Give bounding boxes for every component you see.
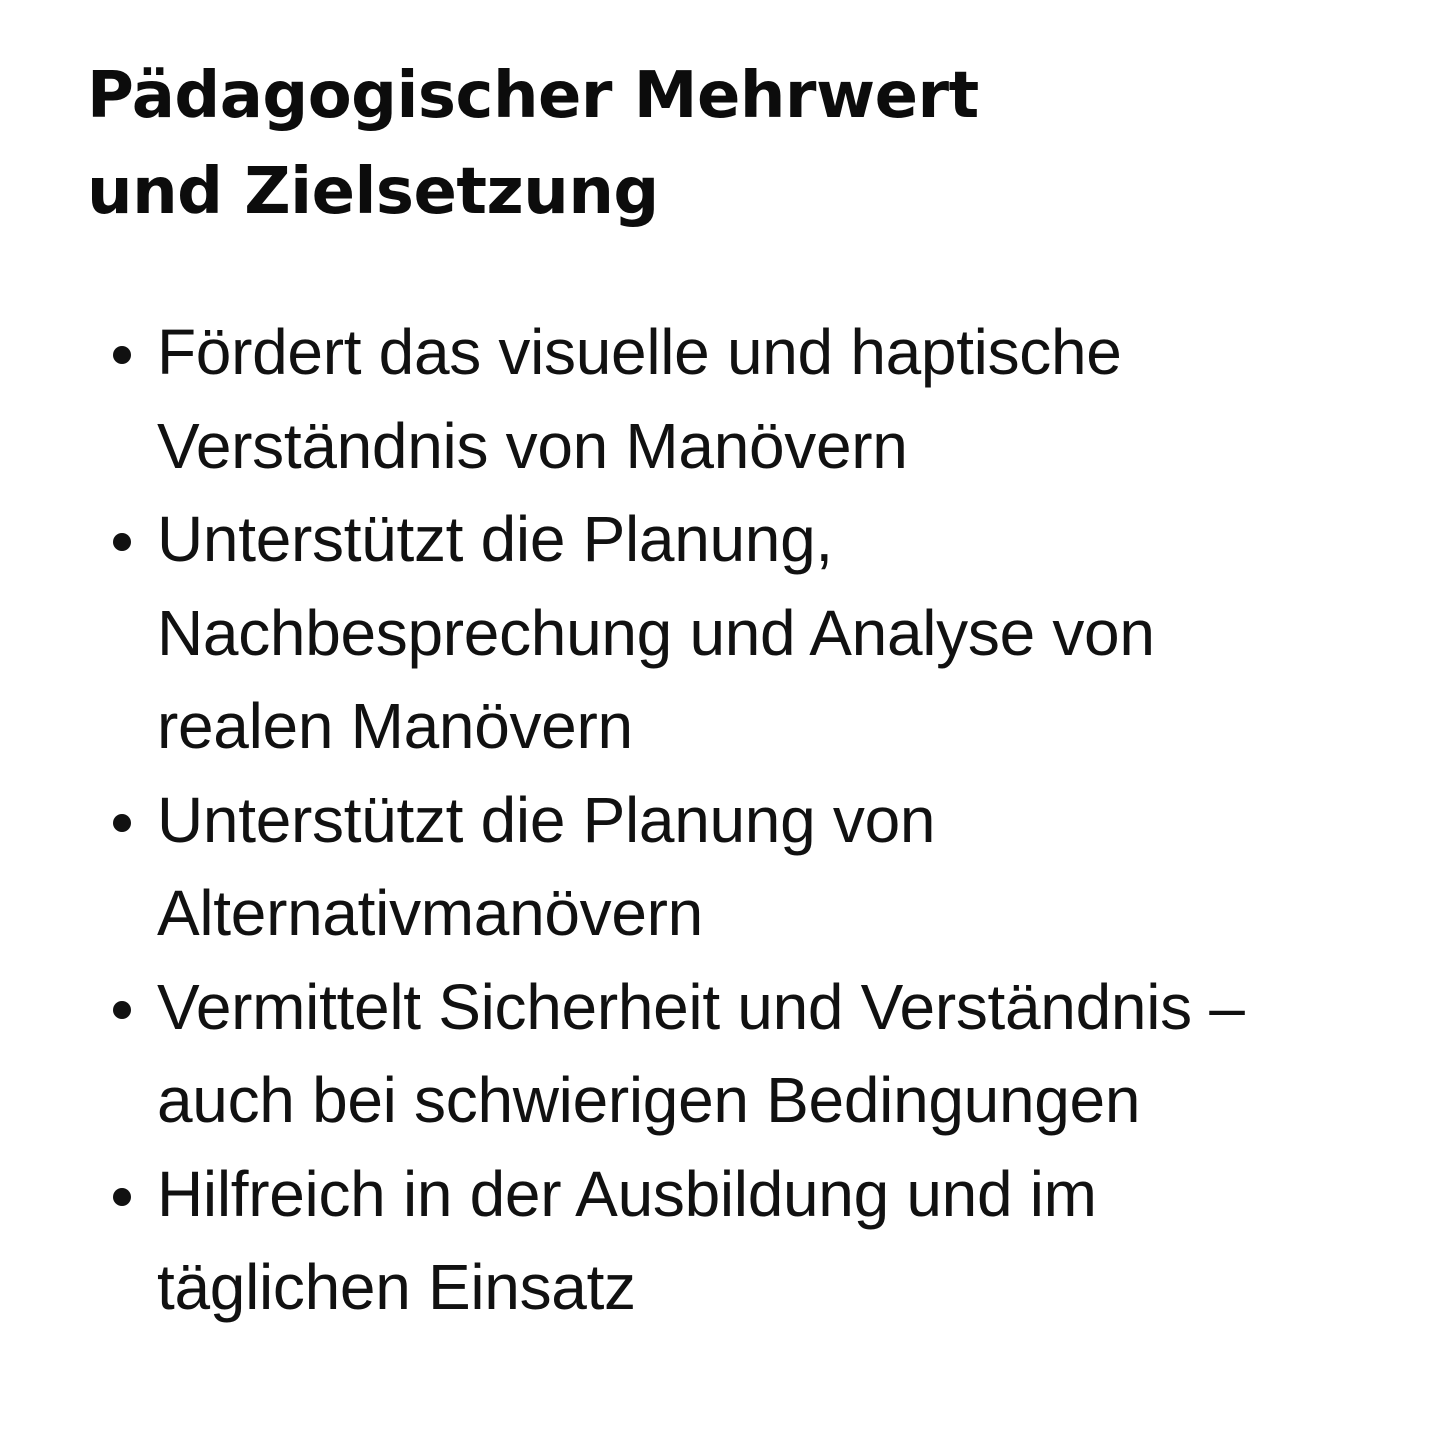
bullet-icon <box>113 533 131 551</box>
list-item-text: Unterstützt die Planung, <box>157 503 833 575</box>
list-item <box>105 1148 1425 1335</box>
bullet-icon <box>113 346 131 364</box>
list-item-text: Verständnis von Manövern <box>157 409 908 482</box>
list-item-text: Unterstützt die Planung von <box>157 783 936 856</box>
list-item-text: Vermittelt Sicherheit und Verständnis – <box>157 970 1245 1043</box>
list-item <box>105 493 1425 774</box>
title-line: und Zielsetzung <box>87 155 659 229</box>
list-item-text: Alternativmanövern <box>157 877 703 949</box>
list-item <box>105 306 1425 493</box>
page-title <box>87 48 1287 240</box>
list-item-text: Hilfreich in der Ausbildung und im <box>157 1157 1097 1230</box>
bullet-icon <box>113 814 131 832</box>
bullet-icon <box>113 1188 131 1206</box>
bullet-icon <box>113 1001 131 1019</box>
list-item-text: Nachbesprechung und Analyse von <box>157 596 1155 669</box>
title-line: Pädagogischer Mehrwert <box>87 59 979 133</box>
list-item <box>105 961 1425 1148</box>
list-item <box>105 774 1425 961</box>
list-item-text: täglichen Einsatz <box>157 1251 636 1323</box>
list-item-text: auch bei schwierigen Bedingungen <box>157 1064 1141 1136</box>
list-item-text: realen Manövern <box>157 690 633 762</box>
list-item-text: Fördert das visuelle und haptische <box>157 316 1122 388</box>
bullet-list <box>105 306 1425 1335</box>
